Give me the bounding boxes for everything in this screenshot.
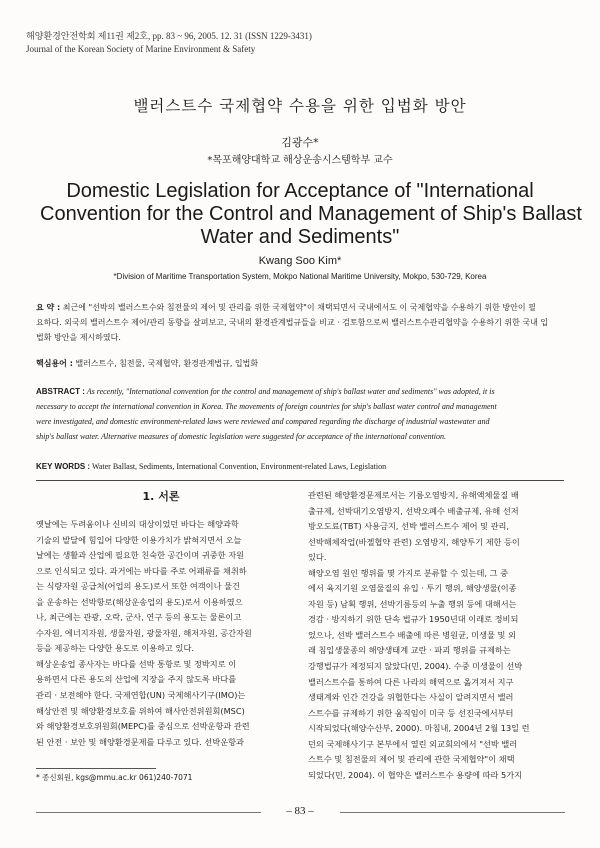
- body-text-line: 던의 국제해사기구 본부에서 열린 외교회의에서 "선박 밸러: [308, 738, 518, 749]
- abstract-ko-line: 요하다. 외국의 밸러스트수 제어/관리 동향을 살펴보고, 국내의 환경관계법규들을 비교 · 검토함으로써 밸러스트수관리협약을 수용하기 위한 국내 입: [36, 318, 549, 327]
- body-column-right: [308, 488, 566, 783]
- body-text-line: 는 식량자원 공급처(어업의 용도)로서 또한 여객이나 물건: [36, 581, 240, 592]
- abstract-ko: [36, 300, 564, 345]
- body-text-line: 기술의 발달에 힘입어 다양한 이용가치가 밝혀지면서 오늘: [36, 534, 242, 545]
- divider: [36, 480, 564, 481]
- body-text-line: 출규제, 선박대기오염방지, 선박오폐수 배출규제, 유해 선저: [308, 505, 519, 516]
- body-text-line: 생태계와 인간 건강을 위협한다는 사실이 알려지면서 밸러: [308, 692, 514, 703]
- footnote-divider: [36, 768, 156, 769]
- abstract-en-line: necessary to accept the international convention in Korea. The movements of foreign countries for ship's ballast water control and management: [36, 402, 497, 411]
- body-text-line: 관련된 해양환경문제로서는 기름오염방지, 유해액체물질 배: [308, 490, 519, 500]
- abstract-en-line: As recently, "International convention for the control and management of ship's ballast water and sediments" was adopted, it is: [86, 387, 495, 396]
- body-text-line: 옛날에는 두려움이나 신비의 대상이었던 바다는 해양과학: [36, 519, 239, 529]
- body-text-line: 스트수 및 침전물의 제어 및 관리에 관한 국제협약"이 채택: [308, 754, 515, 765]
- body-text-line: 을 운송하는 선박항로(해상운송업의 용도)로서 이용하였으: [36, 596, 243, 607]
- section-heading: 1. 서론: [142, 490, 180, 503]
- abstract-ko-line: 법화 방안을 제시하였다.: [36, 333, 121, 342]
- keywords-ko-text: 밸러스트수, 침전물, 국제협약, 환경관계법규, 입법화: [75, 359, 259, 368]
- abstract-en-label: ABSTRACT :: [36, 387, 85, 396]
- body-text-line: 해상안전 및 해양환경보호를 위하여 해사안전위원회(MSC): [36, 705, 245, 716]
- abstract-en-line: were investigated, and domestic environment-related laws were reviewed and compared regarding the discharge of industrial wastewater and: [36, 417, 490, 426]
- title-en-line: Convention for the Control and Management of Ship's Ballast: [40, 203, 582, 225]
- affiliation-ko: *목포해양대학교 해상운송시스템학부 교수: [207, 155, 393, 166]
- body-text-line: 방오도료(TBT) 사용금지, 선박 밸러스트수 제어 및 관리,: [308, 521, 510, 532]
- body-text-line: 해양오염 원인 행위를 몇 가지로 분류할 수 있는데, 그 중: [308, 567, 509, 578]
- body-text-line: 시작되었다(해양수산부, 2000). 마침내, 2004년 2월 13일 런: [308, 723, 530, 734]
- affiliation-en: *Division of Maritime Transportation System, Mokpo National Maritime University, Mokpo, 530-729, Korea: [113, 272, 487, 281]
- body-text-line: 밸러스트수를 통하여 다른 나라의 해역으로 옮겨져서 지구: [308, 676, 514, 687]
- abstract-ko-line: 최근에 "선박의 밸러스트수와 침전물의 제어 및 관리를 위한 국제협약"이 채택되면서 국내에서도 이 국제협약을 수용하기 위한 방안이 필: [62, 303, 536, 312]
- abstract-en: [36, 384, 568, 444]
- body-text-line: 자원 등) 남획 행위, 선박기름등의 누출 행위 등에 대해서는: [308, 598, 517, 609]
- body-text-line: 와 해양환경보호위원회(MEPC)를 중심으로 선박운항과 관련: [36, 721, 250, 732]
- journal-header: [26, 30, 312, 56]
- journal-name-en: Journal of the Korean Society of Marine Environment & Safety: [26, 44, 256, 54]
- keywords-en-text: Water Ballast, Sediments, International Convention, Environment-related Laws, Legislation: [91, 462, 387, 471]
- body-text-line: 있다.: [308, 552, 327, 563]
- body-column-left: [36, 517, 288, 750]
- body-text-line: 스트수를 규제하기 위한 움직임이 미국 등 선진국에서부터: [308, 707, 514, 718]
- body-text-line: 래 침입생물종의 해양생태계 교란 · 파괴 행위를 규제하는: [308, 645, 511, 656]
- author-ko: 김광수*: [281, 136, 319, 149]
- body-text-line: 선박해체작업(바젤협약 관련) 오염방지, 해양투기 제한 등이: [308, 536, 520, 547]
- keywords-ko-label: 핵심용어 :: [36, 359, 73, 368]
- keywords-en: [36, 462, 386, 471]
- body-text-line: 었으나, 선박 밸러스트수 배출에 따른 병원균, 미생물 및 외: [308, 629, 516, 640]
- body-text-line: 되었다(민, 2004). 이 협약은 밸러스트수 용량에 따라 5가지: [308, 769, 523, 780]
- body-text-line: 등을 제공하는 다양한 용도로 이용하고 있다.: [36, 643, 194, 654]
- page-number: – 83 –: [286, 805, 314, 817]
- body-text-line: 해상운송업 종사자는 바다를 선박 통항로 및 정박지로 이: [36, 658, 237, 669]
- paper-title-en: [40, 180, 582, 249]
- paper-title-ko: 밸러스트수 국제협약 수용을 위한 입법화 방안: [133, 97, 467, 115]
- abstract-ko-label: 요 약 :: [36, 303, 61, 312]
- body-text-line: 용하면서 다른 용도의 산업에 지장을 주지 않도록 바다를: [36, 674, 237, 685]
- body-text-line: 나, 최근에는 관광, 오락, 군사, 연구 등의 용도는 물론이고: [36, 612, 242, 623]
- body-text-line: 된 안전 · 보안 및 해양환경문제를 다루고 있다. 선박운항과: [36, 736, 244, 747]
- footnote: * 종신회원, kgs@mmu.ac.kr 061)240-7071: [36, 773, 193, 782]
- body-text-line: 수자원, 에너지자원, 생물자원, 광물자원, 해저자원, 공간자원: [36, 627, 252, 638]
- keywords-en-label: KEY WORDS :: [36, 462, 91, 471]
- title-en-line: Water and Sediments": [200, 226, 400, 248]
- author-en: Kwang Soo Kim*: [258, 255, 342, 267]
- body-text-line: 강행법규가 제정되지 않았다(민, 2004). 수중 미생물이 선박: [308, 661, 523, 672]
- body-text-line: 에서 육지기원 오염물질의 유입 · 투기 행위, 해양생물(이종: [308, 583, 517, 594]
- body-text-line: 으로 인식되고 있다. 과거에는 바다를 주로 어패류를 채취하: [36, 565, 247, 576]
- abstract-en-line: ship's ballast water. Alternative measures of domestic legislation were suggested for acceptance of the international convention.: [36, 432, 447, 441]
- body-text-line: 관리 · 보전해야 한다. 국제연합(UN) 국제해사기구(IMO)는: [36, 690, 246, 701]
- keywords-ko: [36, 358, 258, 369]
- body-text-line: 경감 · 방지하기 위한 단속 법규가 1950년대 이래로 정비되: [308, 614, 519, 625]
- title-en-line: Domestic Legislation for Acceptance of "International: [66, 180, 534, 202]
- journal-citation-ko: 해양환경안전학회 제11권 제2호, pp. 83 ~ 96, 2005. 12. 31 (ISSN 1229-3431): [26, 31, 312, 41]
- body-text-line: 날에는 생활과 산업에 필요한 친숙한 공간이며 귀중한 자원: [36, 550, 245, 561]
